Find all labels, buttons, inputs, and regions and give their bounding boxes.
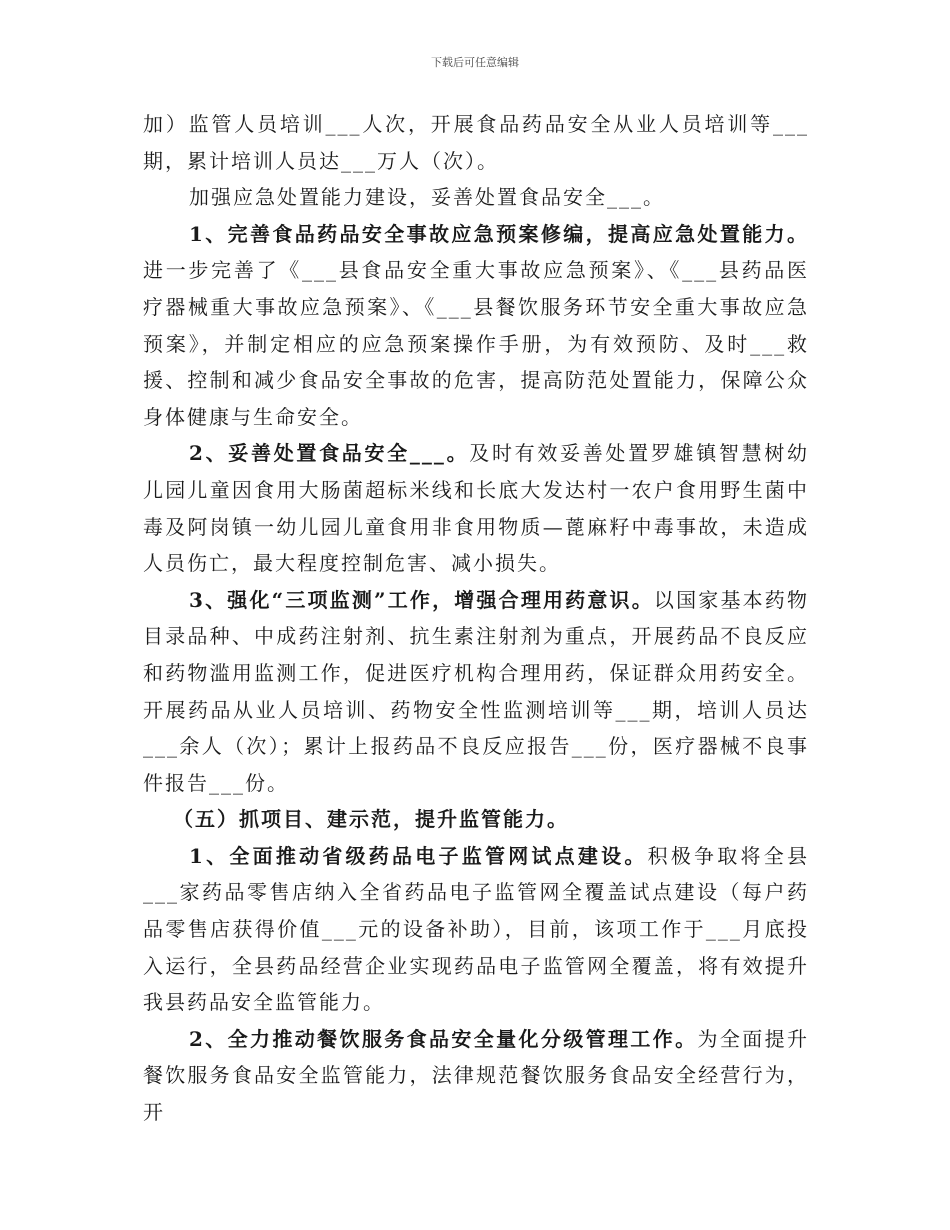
paragraph-text: 为全面提升餐饮服务食品安全监管能力，法律规范餐饮服务食品安全经营行为，开 bbox=[143, 1026, 810, 1125]
paragraph-text: 加强应急处置能力建设，妥善处置食品安全___。 bbox=[189, 185, 665, 210]
paragraph-text: 以国家基本药物目录品种、中成药注射剂、抗生素注射剂为重点，开展药品不良反应和药物滥用监测工作，促进医疗机构合理用药，保证群众用药安全。开展药品从业人员培训、药物安全性监测培训等___期，培训人员达___余人（次）；累计上报药品不良反应报告___份，医疗器械不良事件报告___份。 bbox=[143, 587, 809, 795]
paragraph-text: 积极争取将全县___家药品零售店纳入全省药品电子监管网全覆盖试点建设（每户药品零售店获得价值___元的设备补助），目前，该项工作于___月底投入运行，全县药品经营企业实现药品电子监管网全覆盖，将有效提升我县药品安全监管能力。 bbox=[143, 843, 809, 1015]
paragraph-heading: 2、妥善处置食品安全___。 bbox=[189, 441, 470, 466]
section-heading-5 bbox=[143, 801, 809, 838]
paragraph-heading: 3、强化“三项监测”工作，增强合理用药意识。 bbox=[189, 587, 654, 612]
paragraph-heading: 1、全面推动省级药品电子监管网试点建设。 bbox=[189, 843, 648, 868]
document-body bbox=[143, 106, 809, 1131]
section-heading: （五）抓项目、建示范，提升监管能力。 bbox=[173, 807, 569, 832]
page-header: 下载后可任意编辑 bbox=[431, 56, 519, 69]
paragraph-heading: 1、完善食品药品安全事故应急预案修编，提高应急处置能力。 bbox=[189, 221, 809, 246]
paragraph-item-3 bbox=[143, 582, 809, 802]
paragraph-text: 及时有效妥善处置罗雄镇智慧树幼儿园儿童因食用大肠菌超标米线和长底大发达村一农户食用野生菌中毒及阿岗镇一幼儿园儿童食用非食用物质—蓖麻籽中毒事故，未造成人员伤亡，最大程度控制危害、减小损失。 bbox=[143, 441, 809, 576]
paragraph-item-2 bbox=[143, 435, 809, 581]
paragraph-item-1 bbox=[143, 216, 809, 436]
paragraph-continuation bbox=[143, 106, 809, 179]
paragraph-text: 进一步完善了《___县食品安全重大事故应急预案》、《___县药品医疗器械重大事故应急预案》、《___县餐饮服务环节安全重大事故应急预案》，并制定相应的应急预案操作手册，为有效预防、及时___救援、控制和减少食品安全事故的危害，提高防范处置能力，保障公众身体健康与生命安全。 bbox=[143, 258, 809, 429]
paragraph-emergency-intro bbox=[143, 179, 809, 216]
paragraph-sec5-item-1 bbox=[143, 838, 809, 1021]
paragraph-text: 加）监管人员培训___人次，开展食品药品安全从业人员培训等___期，累计培训人员达___万人（次）。 bbox=[143, 112, 809, 173]
paragraph-heading: 2、全力推动餐饮服务食品安全量化分级管理工作。 bbox=[189, 1026, 698, 1051]
paragraph-sec5-item-2 bbox=[143, 1021, 809, 1131]
